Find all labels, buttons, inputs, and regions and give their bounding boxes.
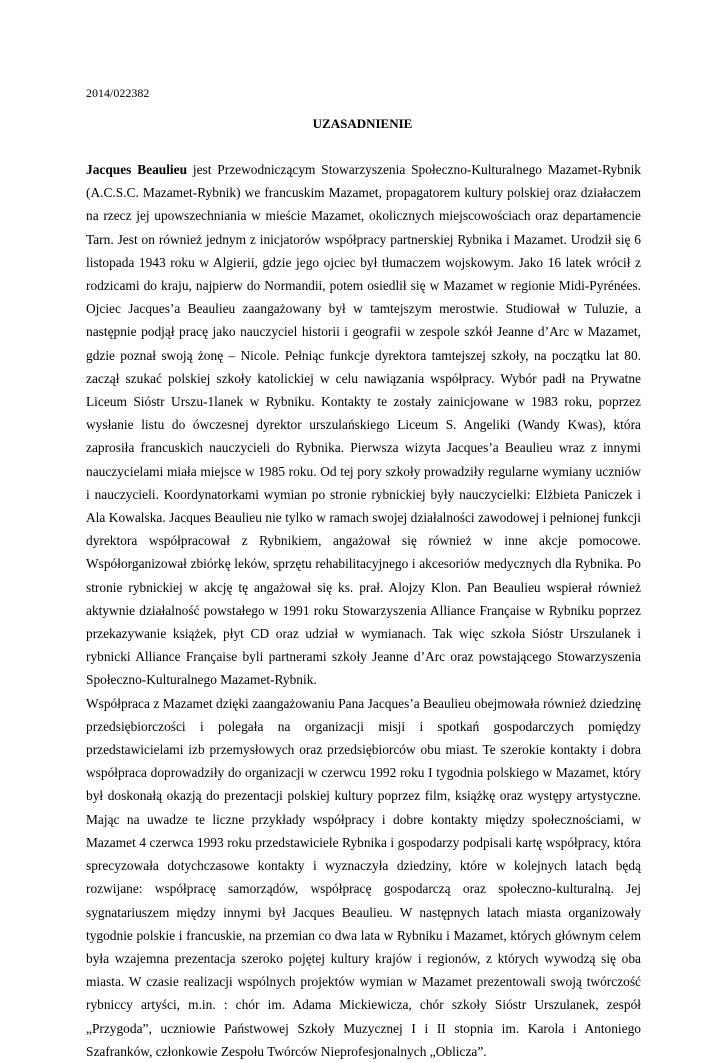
paragraph-cooperation: Współpraca z Mazamet dzięki zaangażowaniu Pana Jacques’a Beaulieu obejmowała również dziedzinę przedsiębiorczości i polegała na organizacji misji i spotkań gospodarczych pomiędzy przedstawicielami izb przemysłowych oraz przedsiębiorców obu miast. Te szerokie kontakty i dobra współpraca doprowadziły do organizacji w czerwcu 1992 roku I tygodnia polskiego w Mazamet, który był doskonałą okazją do prezentacji polskiej kultury poprzez film, książkę oraz występy artystyczne. Mając na uwadze te liczne przykłady współpracy i dobre kontakty między społecznościami, w Mazamet 4 czerwca 1993 roku przedstawiciele Rybnika i gospodarzy podpisali kartę współpracy, która sprecyzowała dotychczasowe kontakty i wyznaczyła dziedziny, które w kolejnych latach będą rozwijane: współpracę samorządów, współpracę gospodarczą oraz społeczno-kulturalną. Jej sygnatariuszem między innymi był Jacques Beaulieu. W następnych latach miasta organizowały tygodnie polskie i francuskie, na przemian co dwa lata w Rybniku i Mazamet, których głównym celem była wzajemna prezentacja szeroko pojętej kultury krajów i regionów, z których wywodzą się oba miasta. W czasie realizacji wspólnych projektów wymian w Mazamet prezentowali swoją twórczość rybniccy artyści, m.in. : chór im. Adama Mickiewicza, chór szkoły Sióstr Urszulanek, zespół „Przygoda”, uczniowie Państwowej Szkoły Muzycznej I i II stopnia im. Karola i Antoniego Szafranków, członkowie Zespołu Twórców Nieprofesjonalnych „Oblicza”. [86,695,641,1059]
paragraph-biography-text: jest Przewodniczącym Stowarzyszenia Społeczno-Kulturalnego Mazamet-Rybnik (A.C.S.C. Mazamet-Rybnik) we francuskim Mazamet, propagatorem kultury polskiej oraz działaczem na rzecz jej upowszechniania w mieście Mazamet, okolicznych miejscowościach oraz departamencie Tarn. Jest on również jednym z inicjatorów współpracy partnerskiej Rybnika i Mazamet. Urodził się 6 listopada 1943 roku w Algierii, gdzie jego ojciec był tłumaczem wojskowym. Jako 16 latek wrócił z rodzicami do kraju, najpierw do Normandii, potem osiedlił się w Mazamet w regionie Midi-Pyrénées. Ojciec Jacques’a Beaulieu zaangażowany był w tamtejszym merostwie. Studiował w Tuluzie, a następnie podjął pracę jako nauczyciel historii i geografii w zespole szkół Jeanne d’Arc w Mazamet, gdzie poznał swoją żonę – Nicole. Pełniąc funkcje dyrektora tamtejszej szkoły, na początku lat 80. zaczął szukać polskiej szkoły katolickiej w celu nawiązania współpracy. Wybór padł na Prywatne Liceum Sióstr Urszu-1lanek w Rybniku. Kontakty te zostały zainicjowane w 1983 roku, poprzez wysłanie listu do ówczesnej dyrektor urszulańskiego Liceum S. Angeliki (Wandy Kwas), która zaprosiła francuskich nauczycieli do Rybnika. Pierwsza wizyta Jacques’a Beaulieu wraz z innymi nauczycielami miała miejsce w 1985 roku. Od tej pory szkoły prowadziły regularne wymiany uczniów i nauczycieli. Koordynatorkami wymian po stronie rybnickiej były nauczycielki: Elżbieta Paniczek i Ala Kowalska. Jacques Beaulieu nie tylko w ramach swojej działalności zawodowej i pełnionej funkcji dyrektora współpracował z Rybnikiem, angażował się również w inne akcje pomocowe. Współorganizował zbiórkę leków, sprzętu rehabilitacyjnego i akcesoriów medycznych dla Rybnika. Po stronie rybnickiej w akcję tę angażował się ks. prał. Alojzy Klon. Pan Beaulieu wspierał również aktywnie działalność powstałego w 1991 roku Stowarzyszenia Alliance Française w Rybniku poprzez przekazywanie książek, płyt CD oraz udział w wymianach. Tak więc szkoła Sióstr Urszulanek i rybnicki Alliance Française byli partnerami szkoły Jeanne d’Arc oraz powstającego Stowarzyszenia Społeczno-Kulturalnego Mazamet-Rybnik. [86,162,641,688]
paragraph-biography [86,158,641,692]
document-title: UZASADNIENIE [312,116,413,131]
lead-name: Jacques Beaulieu [86,162,188,177]
document-body [86,158,641,1063]
document-reference-number: 2014/022382 [86,86,150,100]
